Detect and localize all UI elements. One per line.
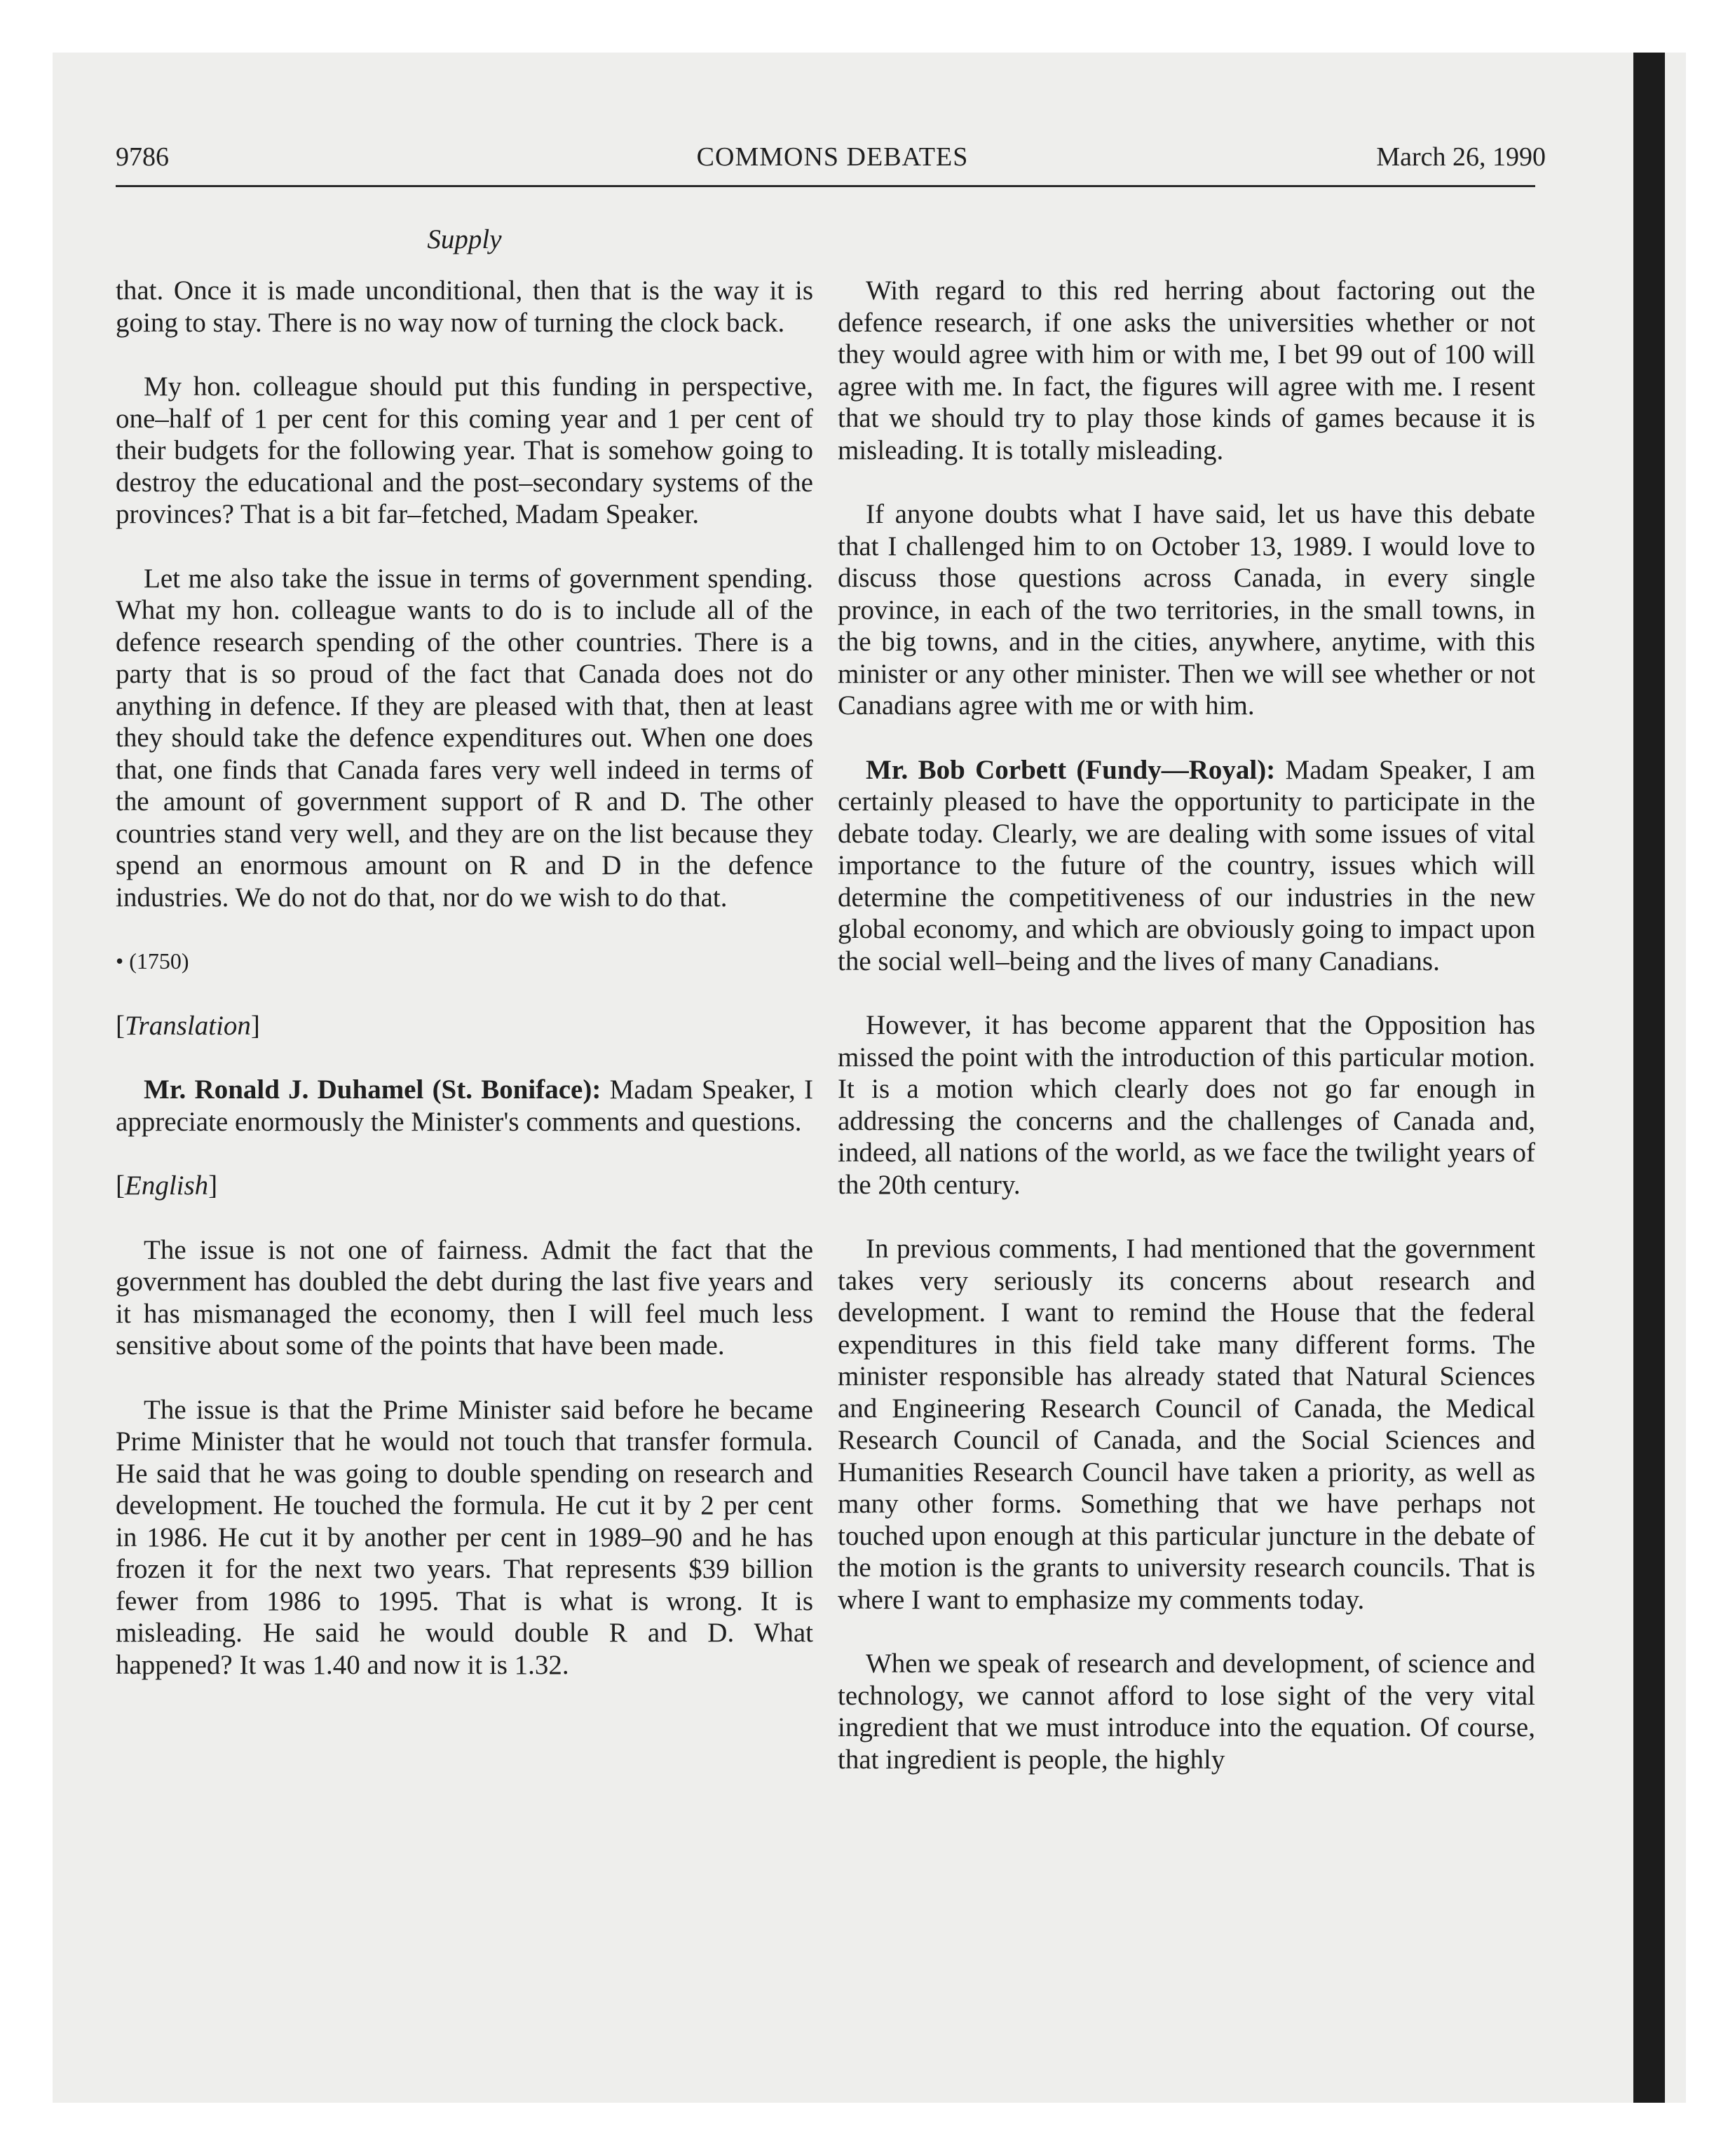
bracket-close: ] — [250, 1010, 260, 1041]
page-number: 9786 — [116, 142, 169, 172]
bracket-open: [ — [116, 1171, 125, 1201]
speech-paragraph — [838, 754, 1535, 978]
paragraph: In previous comments, I had mentioned that the government takes very seriously its concerns about research and development. I want to remind the House that the federal expenditures in this field take many different forms. The minister responsible has already stated that Natural Sciences and Engineering Research Council of Canada, the Medical Research Council of Canada, and the Social Sciences and Humanities Research Council have taken a priority, as well as many other forms. Something that we have perhaps not touched upon enough at this particular juncture in the debate of the motion is the grants to university research councils. That is where I want to emphasize my comments today. — [838, 1234, 1535, 1615]
paragraph: The issue is that the Prime Minister said before he became Prime Minister that he would not touch that transfer formula. He said that he was going to double spending on research and development. He touched the formula. He cut it by 2 per cent in 1986. He cut it by another per cent in 1989–90 and he has frozen it for the next two years. That represents $39 billion fewer from 1986 to 1995. That is what is wrong. It is misleading. He said he would double R and D. What happened? It was 1.40 and now it is 1.32. — [116, 1394, 813, 1680]
translation-word: Translation — [125, 1010, 251, 1041]
left-column — [116, 275, 813, 1713]
paragraph: When we speak of research and development, of science and technology, we cannot afford to lose sight of the very vital ingredient that we must introduce into the equation. Of course, that ingredient is people, the highly — [838, 1649, 1535, 1775]
scan-edge-shadow — [1633, 53, 1665, 2103]
right-column — [838, 275, 1535, 1808]
bracket-open: [ — [116, 1010, 125, 1041]
paragraph: My hon. colleague should put this funding in perspective, one–half of 1 per cent for this coming year and 1 per cent of their budgets for the following year. That is somehow going to destroy the educational and the post–secondary systems of the provinces? That is a bit far–fetched, Madam Speaker. — [116, 371, 813, 529]
publication-date: March 26, 1990 — [1376, 142, 1546, 172]
paragraph: However, it has become apparent that the Opposition has missed the point with the introduction of this particular motion. It is a motion which clearly does not go far enough in addressing the concerns and the challenges of Canada and, indeed, all nations of the world, as we face the twilight years of the 20th century. — [838, 1010, 1535, 1200]
speech-text: Madam Speaker, I am certainly pleased to have the opportunity to participate in the debate today. Clearly, we are dealing with some issues of vital importance to the future of the country, issues which will determine the competitiveness of our industries in the new global economy, and which are obviously going to impact upon the social well–being and the lives of many Canadians. — [838, 754, 1536, 976]
english-word: English — [125, 1171, 209, 1201]
paragraph: Let me also take the issue in terms of government spending. What my hon. colleague wants to do is to include all of the defence research spending of the other countries. There is a party that is so proud of the fact that Canada does not do anything in defence. If they are pleased with that, then at least they should take the defence expenditures out. When one does that, one finds that Canada fares very well indeed in terms of the amount of government support of R and D. The other countries stand very well, and they are on the list because they spend an enormous amount on R and D in the defence industries. We do not do that, nor do we wish to do that. — [116, 563, 813, 913]
header-rule — [116, 185, 1535, 187]
paragraph: If anyone doubts what I have said, let us have this debate that I challenged him to on October 13, 1989. I would love to discuss those questions across Canada, in every single province, in each of the two territories, in the small towns, in the big towns, and in the cities, anywhere, anytime, with this minister or any other minister. Then we will see whether or not Canadians agree with me or with him. — [838, 499, 1535, 721]
section-heading: Supply — [427, 224, 502, 254]
paragraph: With regard to this red herring about factoring out the defence research, if one asks the universities whether or not they would agree with him or with me, I bet 99 out of 100 will agree with me. In fact, the figures will agree with me. I resent that we should try to play those kinds of games because it is misleading. It is totally misleading. — [838, 275, 1535, 465]
paragraph: The issue is not one of fairness. Admit the fact that the government has doubled the debt during the last five years and it has mismanaged the economy, then I will feel much less sensitive about some of the points that have been made. — [116, 1234, 813, 1360]
english-label — [116, 1170, 813, 1202]
bracket-close: ] — [208, 1171, 218, 1201]
paragraph: that. Once it is made unconditional, then that is the way it is going to stay. There is no way now of turning the clock back. — [116, 275, 813, 338]
speech-paragraph — [116, 1074, 813, 1138]
speech-text: Madam Speaker, I appreciate enormously the Minister's comments and questions. — [116, 1074, 813, 1137]
speaker-name: Mr. Ronald J. Duhamel (St. Boniface): — [144, 1074, 601, 1105]
time-marker: • (1750) — [116, 948, 189, 974]
speaker-name: Mr. Bob Corbett (Fundy—Royal): — [866, 754, 1276, 785]
translation-label — [116, 1010, 813, 1042]
running-title: COMMONS DEBATES — [696, 142, 969, 172]
